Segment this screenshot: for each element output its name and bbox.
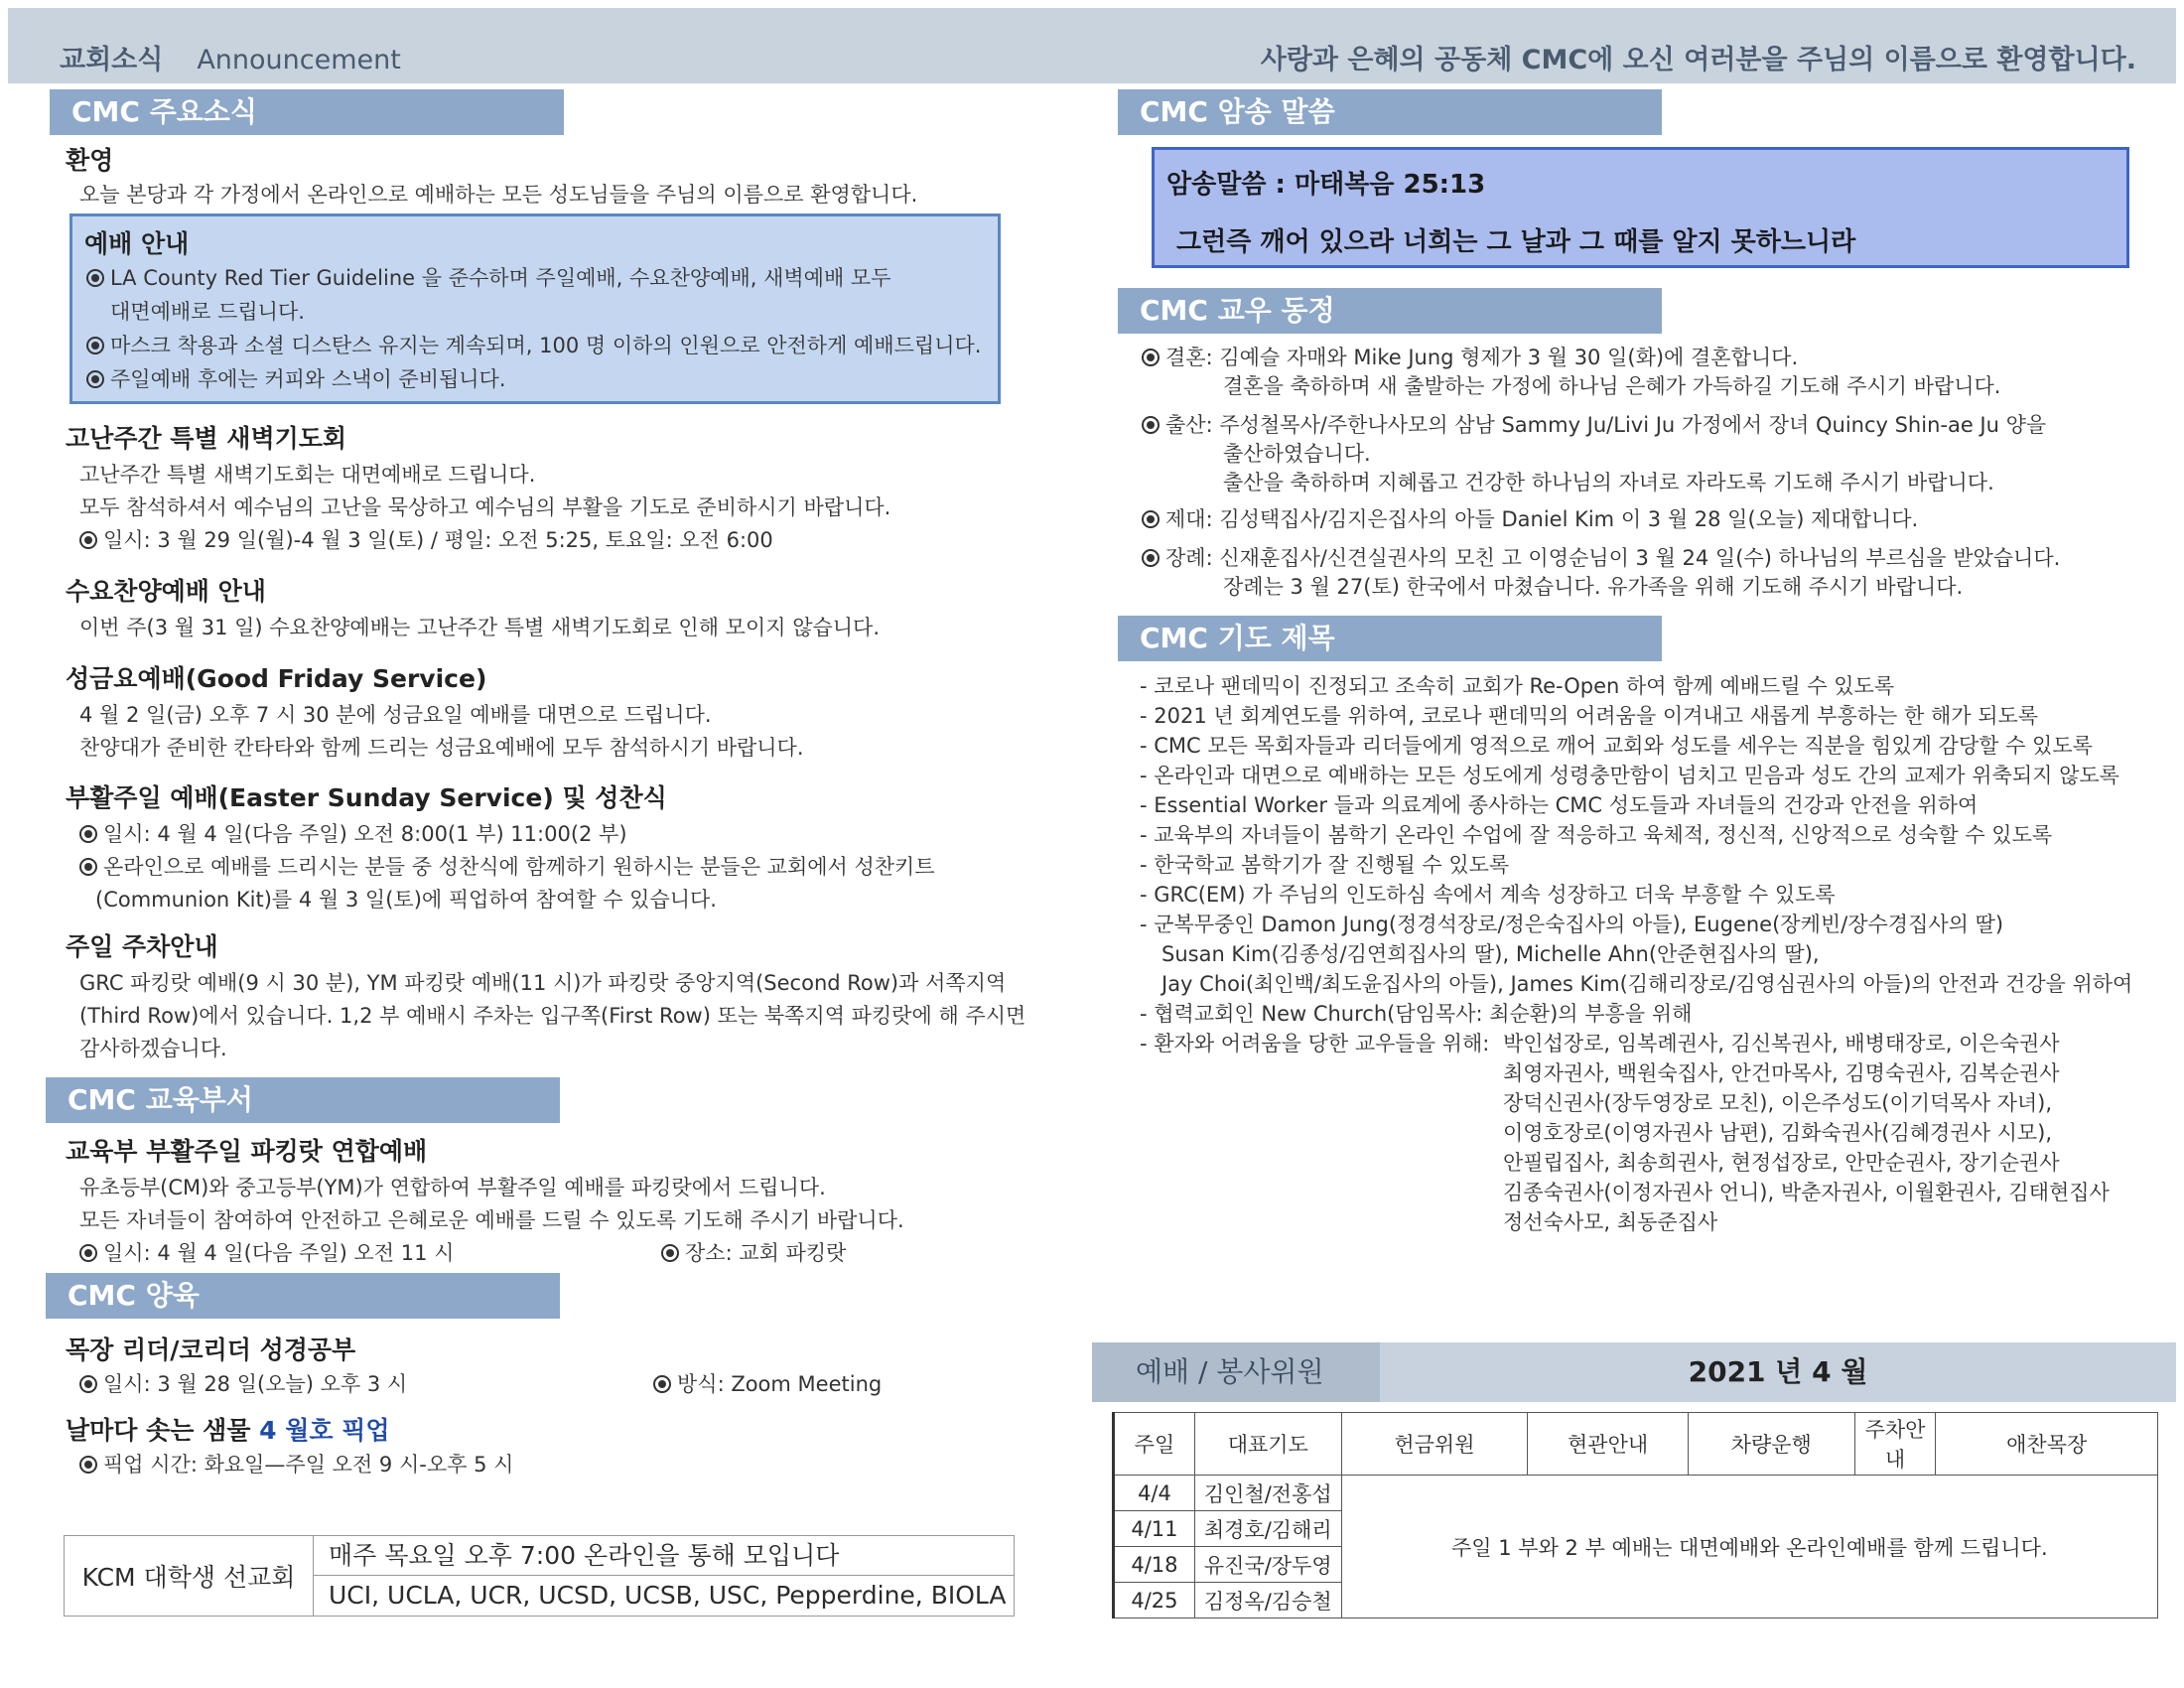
section-education: CMC 교육부서: [46, 1077, 560, 1123]
bullet-icon: [79, 858, 97, 876]
bullet-icon: [79, 1244, 97, 1262]
daily-spring-text: 픽업 시간: 화요일—주일 오전 9 시-오후 5 시: [66, 1449, 973, 1481]
bullet-icon: [86, 337, 104, 354]
section-main-news: CMC 주요소식: [50, 89, 564, 135]
dawn-prayer-block: [66, 419, 890, 557]
prayer-patients: [1140, 1029, 2132, 1234]
education-place: 장소: 교회 파킹랏: [661, 1237, 846, 1270]
row-date: 4/25: [1114, 1583, 1195, 1618]
header-title-kr: 교회소식: [60, 45, 164, 75]
dawn-prayer-heading: 고난주간 특별 새벽기도회: [66, 424, 347, 453]
table-row: [1114, 1476, 2158, 1511]
wed-service-text: 이번 주(3 월 31 일) 수요찬양예배는 고난주간 특별 새벽기도회로 인해 모이지 않습니다.: [79, 616, 881, 639]
easter-text2: 온라인으로 예배를 드리시는 분들 중 성찬식에 함께하기 원하시는 분들은 교회에서 성찬키트: [66, 851, 935, 884]
row-prayer: 유진국/장두영: [1194, 1547, 1341, 1583]
parking-text2: (Third Row)에서 있습니다. 1,2 부 예배시 주차는 입구쪽(First Row) 또는 북쪽지역 파킹랏에 해 주시면: [79, 1004, 1026, 1028]
prayer-item: - GRC(EM) 가 주님의 인도하심 속에서 계속 성장하고 더욱 부흥할 수 있도록: [1140, 883, 1836, 907]
row-prayer: 최경호/김해리: [1194, 1511, 1341, 1547]
patient-line: 최영자권사, 백원숙집사, 안건마목사, 김명숙권사, 김복순권사: [1503, 1061, 2060, 1085]
welcome-text: 오늘 본당과 각 가정에서 온라인으로 예배하는 모든 성도님들을 주님의 이름으로 환영합니다.: [79, 183, 918, 207]
col-header: 주일: [1114, 1413, 1195, 1476]
row-date: 4/4: [1114, 1476, 1195, 1511]
training-block: [66, 1331, 973, 1481]
col-header: 헌금위원: [1341, 1413, 1528, 1476]
member-funeral: 장례: 신재훈집사/신견실권사의 모친 고 이영순님이 3 월 24 일(수) 하나님의 부르심을 받았습니다.: [1142, 542, 2060, 575]
members-block: [1142, 342, 2060, 604]
verse-reference: 암송말씀 : 마태복음 25:13: [1166, 170, 1486, 200]
member-funeral-2: 장례는 3 월 27(토) 한국에서 마쳤습니다. 유가족을 위해 기도해 주시기 바랍니다.: [1223, 575, 1964, 599]
col-header: 애찬목장: [1936, 1413, 2158, 1476]
header-welcome: 사랑과 은혜의 공동체 CMC에 오신 여러분을 주님의 이름으로 환영합니다.: [1260, 45, 2136, 75]
parking-heading: 주일 주차안내: [66, 932, 218, 961]
row-prayer: 김인철/전홍섭: [1194, 1476, 1341, 1511]
prayer-list: [1140, 671, 2133, 1234]
bullet-icon: [86, 269, 104, 287]
bullet-icon: [1142, 549, 1160, 567]
service-header: [1092, 1342, 2176, 1402]
patient-line: 이영호장로(이영자권사 남편), 김화숙권사(김혜경권사 시모),: [1503, 1121, 2053, 1145]
section-members: CMC 교우 동정: [1118, 288, 1662, 334]
patient-line: 정선숙사모, 최동준집사: [1503, 1210, 1718, 1234]
patient-line: 박인섭장로, 임복례권사, 김신복권사, 배병태장로, 이은숙권사: [1503, 1032, 2060, 1055]
prayer-item: - 한국학교 봄학기가 잘 진행될 수 있도록: [1140, 853, 1510, 877]
good-friday-block: [66, 659, 804, 765]
col-header: 차량운행: [1688, 1413, 1854, 1476]
header-bar: [8, 8, 2176, 83]
dawn-prayer-text1: 고난주간 특별 새벽기도회는 대면예배로 드립니다.: [79, 463, 536, 487]
prayer-patients-label: - 환자와 어려움을 당한 교우들을 위해:: [1140, 1032, 1490, 1055]
welcome-block: [66, 141, 917, 211]
table-header-row: [1114, 1413, 2158, 1476]
easter-text1: 일시: 4 월 4 일(다음 주일) 오전 8:00(1 부) 11:00(2 부): [66, 818, 935, 851]
training-method: 방식: Zoom Meeting: [653, 1368, 882, 1401]
prayer-item: Jay Choi(최인백/최도윤집사의 아들), James Kim(김해리장로/김영심권사의 아들)의 안전과 건강을 위하여: [1161, 972, 2133, 996]
education-text3: 일시: 4 월 4 일(다음 주일) 오전 11 시 장소: 교회 파킹랏: [66, 1237, 973, 1270]
bullet-icon: [79, 825, 97, 843]
section-prayer: CMC 기도 제목: [1118, 616, 1662, 661]
wed-service-heading: 수요찬양예배 안내: [66, 577, 266, 606]
easter-heading: 부활주일 예배(Easter Sunday Service) 및 성찬식: [66, 783, 667, 812]
parking-text3: 감사하겠습니다.: [79, 1037, 227, 1060]
education-text1: 유초등부(CM)와 중고등부(YM)가 연합하여 부활주일 예배를 파킹랏에서 드립니다.: [79, 1176, 826, 1199]
member-discharge: 제대: 김성택집사/김지은집사의 아들 Daniel Kim 이 3 월 28 일(오늘) 제대합니다.: [1142, 503, 2060, 536]
worship-info-line1: LA County Red Tier Guideline 을 준수하며 주일예배, 수요찬양예배, 새벽예배 모두: [86, 262, 890, 295]
bullet-icon: [1142, 349, 1160, 366]
header-title: [60, 38, 401, 76]
training-heading: 목장 리더/코리더 성경공부: [66, 1336, 356, 1364]
bullet-icon: [1142, 510, 1160, 528]
education-text2: 모든 자녀들이 참여하여 안전하고 은혜로운 예배를 드릴 수 있도록 기도해 주시기 바랍니다.: [79, 1208, 904, 1232]
welcome-heading: 환영: [66, 146, 114, 175]
service-table: [1112, 1412, 2158, 1618]
prayer-item: Susan Kim(김종성/김연희집사의 딸), Michelle Ahn(안준현집사의 딸),: [1161, 942, 1820, 966]
verse-box: [1152, 147, 2129, 268]
bullet-icon: [79, 1375, 97, 1393]
prayer-item: - 교육부의 자녀들이 봄학기 온라인 수업에 잘 적응하고 육체적, 정신적, 신앙적으로 성숙할 수 있도록: [1140, 823, 2053, 847]
easter-text2b: (Communion Kit)를 4 월 3 일(토)에 픽업하여 참여할 수 있습니다.: [95, 888, 717, 912]
member-wedding-2: 결혼을 축하하며 새 출발하는 가정에 하나님 은혜가 가득하길 기도해 주시기 바랍니다.: [1223, 374, 2001, 398]
daily-spring-heading: 날마다 솟는 샘물 4 월호 픽업: [66, 1416, 390, 1445]
bullet-icon: [661, 1244, 679, 1262]
section-verse: CMC 암송 말씀: [1118, 89, 1662, 135]
bullet-icon: [79, 1456, 97, 1474]
prayer-item: - 협력교회인 New Church(담임목사: 최순환)의 부흥을 위해: [1140, 1002, 1693, 1026]
parking-block: [66, 927, 1025, 1065]
service-note: 주일 1 부와 2 부 예배는 대면예배와 온라인예배를 함께 드립니다.: [1341, 1476, 2157, 1618]
kcm-name: KCM 대학생 선교회: [65, 1536, 314, 1616]
education-heading: 교육부 부활주일 파킹랏 연합예배: [66, 1137, 428, 1166]
patient-line: 김종숙권사(이정자권사 언니), 박춘자권사, 이월환권사, 김태현집사: [1503, 1181, 2110, 1204]
kcm-box: [64, 1535, 1015, 1617]
prayer-item: - 군복무중인 Damon Jung(정경석장로/정은숙집사의 아들), Eugene(장케빈/장수경집사의 딸): [1140, 913, 2004, 936]
bullet-icon: [86, 370, 104, 388]
bullet-icon: [1142, 416, 1160, 434]
col-header: 대표기도: [1194, 1413, 1341, 1476]
prayer-item: - 온라인과 대면으로 예배하는 모든 성도에게 성령충만함이 넘치고 믿음과 성도 간의 교제가 위축되지 않도록: [1140, 764, 2119, 787]
dawn-prayer-text2: 모두 참석하셔서 예수님의 고난을 묵상하고 예수님의 부활을 기도로 준비하시기 바랍니다.: [79, 495, 891, 519]
easter-block: [66, 778, 935, 916]
prayer-patients-list: [1503, 1029, 2110, 1237]
good-friday-text1: 4 월 2 일(금) 오후 7 시 30 분에 성금요일 예배를 대면으로 드립니다.: [79, 703, 712, 727]
worship-info-box: [69, 213, 1001, 404]
bullet-icon: [79, 531, 97, 549]
row-prayer: 김정옥/김승철: [1194, 1583, 1341, 1618]
member-wedding: 결혼: 김예슬 자매와 Mike Jung 형제가 3 월 30 일(화)에 결혼합니다.: [1142, 342, 2060, 374]
member-birth: 출산: 주성철목사/주한나사모의 삼남 Sammy Ju/Livi Ju 가정에서 장녀 Quincy Shin-ae Ju 양을: [1142, 409, 2060, 442]
training-text1: 일시: 3 월 28 일(오늘) 오후 3 시 방식: Zoom Meeting: [66, 1368, 973, 1401]
col-header: 주차안내: [1854, 1413, 1936, 1476]
good-friday-text2: 찬양대가 준비한 칸타타와 함께 드리는 성금요예배에 모두 참석하시기 바랍니다.: [79, 736, 804, 760]
patient-line: 장덕신권사(장두영장로 모친), 이은주성도(이기덕목사 자녀),: [1503, 1091, 2053, 1115]
member-birth-3: 출산을 축하하며 지혜롭고 건강한 하나님의 자녀로 자라도록 기도해 주시기 바랍니다.: [1223, 471, 1994, 494]
member-birth-2: 출산하였습니다.: [1223, 442, 1371, 466]
verse-text: 그런즉 깨어 있으라 너희는 그 날과 그 때를 알지 못하느니라: [1176, 227, 1856, 257]
kcm-schools: UCI, UCLA, UCR, UCSD, UCSB, USC, Pepperdine, BIOLA: [329, 1581, 1007, 1610]
dawn-prayer-text3: 일시: 3 월 29 일(월)-4 월 3 일(토) / 평일: 오전 5:25, 토요일: 오전 6:00: [66, 524, 890, 557]
prayer-item: - Essential Worker 들과 의료계에 종사하는 CMC 성도들과 자녀들의 건강과 안전을 위하여: [1140, 793, 1979, 817]
service-month: 2021 년 4 월: [1688, 1355, 1868, 1388]
wed-service-block: [66, 572, 880, 644]
bullet-icon: [653, 1375, 671, 1393]
header-title-en: Announcement: [197, 45, 401, 75]
prayer-item: - CMC 모든 목회자들과 리더들에게 영적으로 깨어 교회와 성도를 세우는 직분을 힘있게 감당할 수 있도록: [1140, 734, 2093, 758]
row-date: 4/18: [1114, 1547, 1195, 1583]
worship-info-line1b: 대면예배로 드립니다.: [110, 300, 305, 324]
parking-text1: GRC 파킹랏 예배(9 시 30 분), YM 파킹랏 예배(11 시)가 파킹랏 중앙지역(Second Row)과 서쪽지역: [79, 971, 1007, 995]
worship-info-line2: 마스크 착용과 소셜 디스탄스 유지는 계속되며, 100 명 이하의 인원으로 안전하게 예배드립니다.: [86, 330, 981, 362]
patient-line: 안필립집사, 최송희권사, 현정섭장로, 안만순권사, 장기순권사: [1503, 1151, 2060, 1175]
good-friday-heading: 성금요예배(Good Friday Service): [66, 664, 487, 693]
kcm-schedule: 매주 목요일 오후 7:00 온라인을 통해 모입니다: [313, 1536, 1014, 1576]
education-block: [66, 1132, 973, 1270]
service-label: 예배 / 봉사위원: [1092, 1342, 1380, 1402]
worship-info-heading: 예배 안내: [84, 229, 190, 258]
row-date: 4/11: [1114, 1511, 1195, 1547]
col-header: 현관안내: [1528, 1413, 1689, 1476]
prayer-item: - 코로나 팬데믹이 진정되고 조속히 교회가 Re-Open 하여 함께 예배드릴 수 있도록: [1140, 674, 1895, 698]
section-training: CMC 양육: [46, 1273, 560, 1319]
prayer-item: - 2021 년 회계연도를 위하여, 코로나 팬데믹의 어려움을 이겨내고 새롭게 부흥하는 한 해가 되도록: [1140, 704, 2039, 728]
worship-info-line3: 주일예배 후에는 커피와 스낵이 준비됩니다.: [86, 363, 506, 396]
